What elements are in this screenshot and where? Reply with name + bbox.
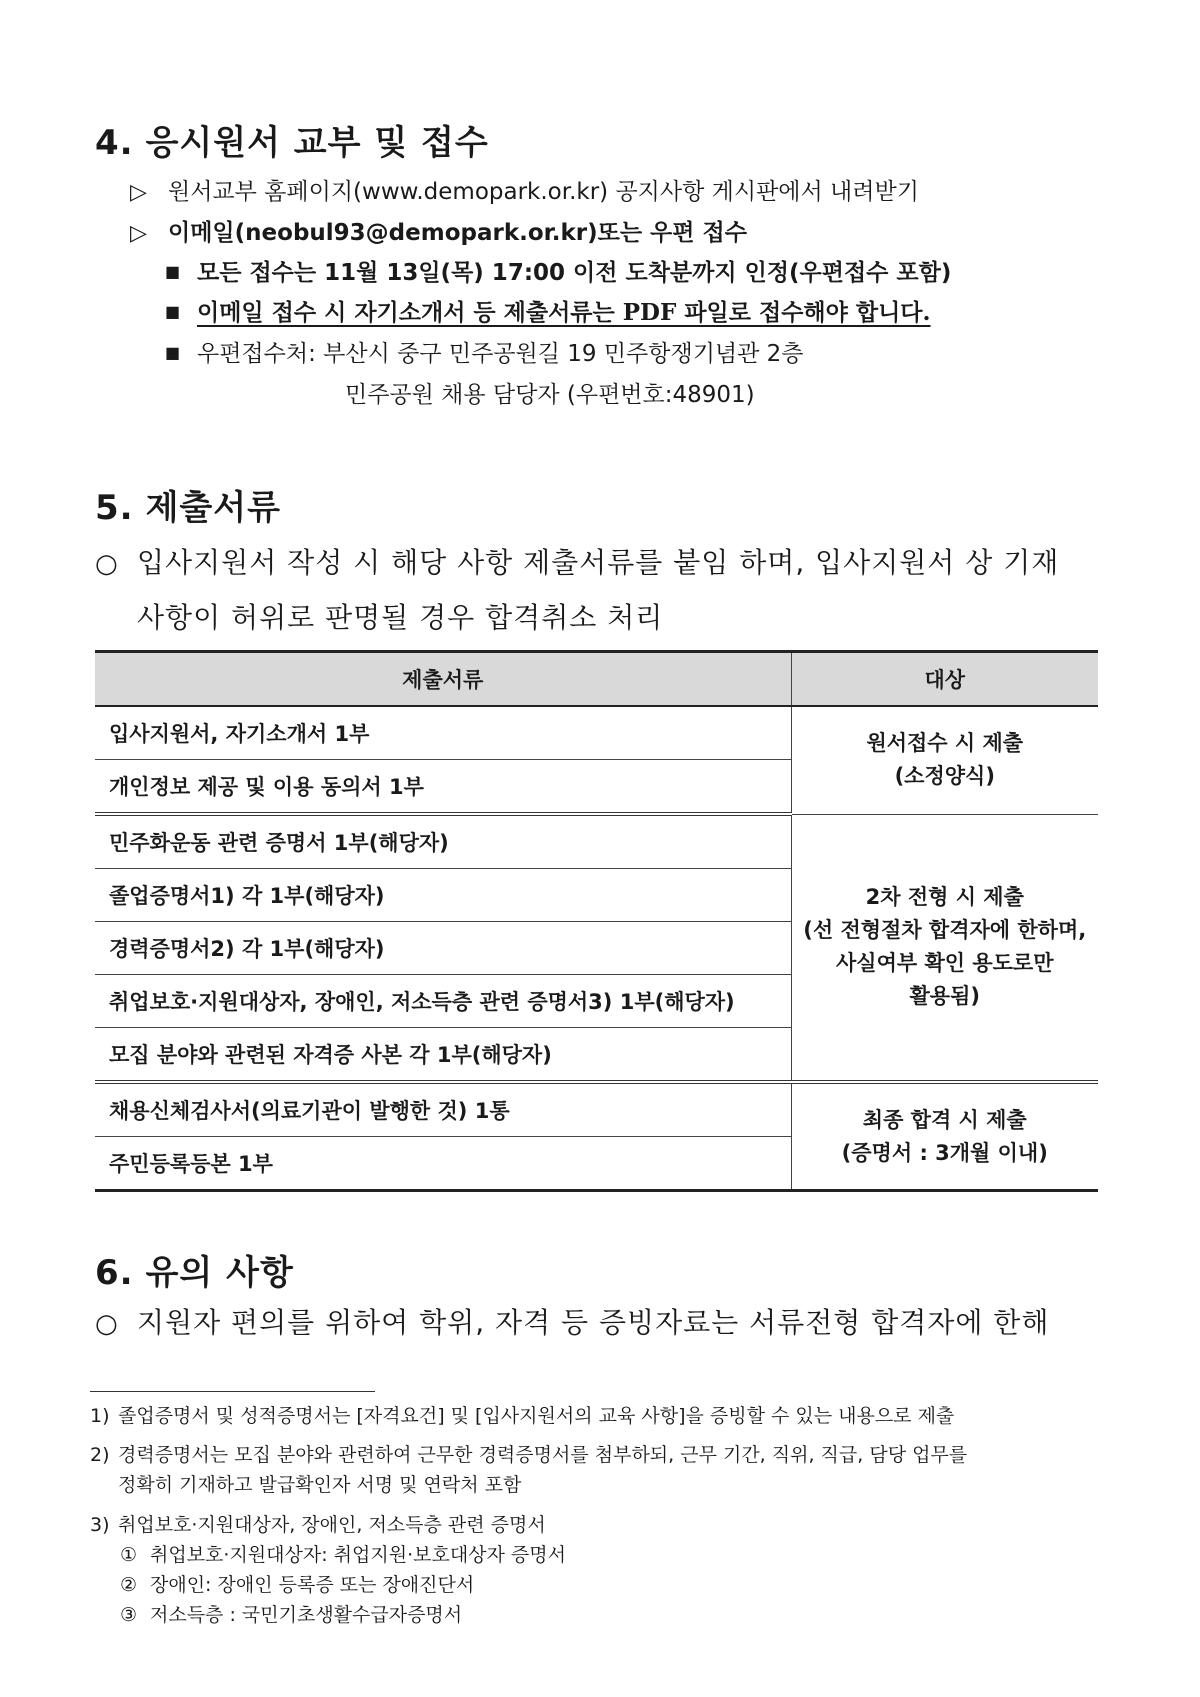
table-header-documents: 제출서류 [95,652,791,707]
document-cell: 주민등록등본 1부 [109,1152,273,1176]
target-text: 2차 전형 시 제출 (선 전형절차 합격자에 한하며, 사실여부 확인 용도로만 활용됨) [803,885,1087,1009]
footnote-2: 2) 경력증명서는 모집 분야와 관련하여 근무한 경력증명서를 첨부하되, 근무 기간, 직위, 직급, 담당 업무를 정확히 기재하고 발급확인자 서명 및 연락처 포함 [90,1444,968,1496]
triangle-bullet-icon: ▷ [130,180,147,205]
target-cell-second-round [791,814,1098,1082]
target-cell-final [791,1082,1098,1191]
square-bullet-icon: ■ [165,343,181,362]
document-cell: 개인정보 제공 및 이용 동의서 1부 [95,760,791,815]
footnote-3-item: ② 장애인: 장애인 등록증 또는 장애진단서 [120,1574,475,1596]
footnote-3: 3) 취업보호·지원대상자, 장애인, 저소득층 관련 증명서 ① 취업보호·지원대상자: 취업지원·보호대상자 증명서 ② 장애인: 장애인 등록증 또는 장애진단서 ③ 저소득층 : 국민기초생활수급자증명서 [90,1510,566,1630]
target-text: 원서접수 시 제출 (소정양식) [866,731,1024,789]
section-5-intro: ○ 입사지원서 작성 시 해당 사항 제출서류를 붙임 하며, 입사지원서 상 기재 사항이 허위로 판명될 경우 합격취소 처리 [95,536,1059,645]
square-bullet-icon: ■ [165,302,181,321]
apply-item-download: ▷ 원서교부 홈페이지(www.demopark.or.kr) 공지사항 게시판에서 내려받기 [130,179,919,205]
section-5-heading: 5. 제출서류 [95,488,281,528]
circle-bullet-icon: ○ [95,1309,119,1339]
target-cell-application [791,706,1098,814]
square-bullet-icon: ■ [165,262,181,281]
footnote-3-item: ③ 저소득층 : 국민기초생활수급자증명서 [120,1604,463,1626]
sub-item-deadline: ■ 모든 접수는 11월 13일(목) 17:00 이전 도착분까지 인정(우편접수 포함) [165,260,952,286]
section-6-text: ○ 지원자 편의를 위하여 학위, 자격 등 증빙자료는 서류전형 합격자에 한해 [95,1296,1049,1351]
sub-item-post-address: ■ 우편접수처: 부산시 중구 민주공원길 19 민주항쟁기념관 2층 [165,341,804,367]
footnote-3-item: ① 취업보호·지원대상자: 취업지원·보호대상자 증명서 [120,1544,566,1566]
document-cell: 졸업증명서1) 각 1부(해당자) [95,869,791,922]
section-6-heading: 6. 유의 사항 [95,1253,294,1293]
section-4-heading: 4. 응시원서 교부 및 접수 [95,123,489,163]
documents-table [95,650,1098,1192]
target-text: 최종 합격 시 제출 (증명서 : 3개월 이내) [841,1107,1048,1165]
apply-item-email-post: ▷ 이메일(neobul93@demopark.or.kr)또는 우편 접수 [130,220,747,246]
document-cell: 경력증명서2) 각 1부(해당자) [95,922,791,975]
document-cell: 모집 분야와 관련된 자격증 사본 각 1부(해당자) [95,1028,791,1083]
sub-item-pdf-note: ■ 이메일 접수 시 자기소개서 등 제출서류는 PDF 파일로 접수해야 합니다. [165,299,931,326]
post-recipient: 민주공원 채용 담당자 (우편번호:48901) [345,382,755,408]
document-cell: 민주화운동 관련 증명서 1부(해당자) [95,814,791,869]
triangle-bullet-icon: ▷ [130,221,147,246]
document-cell: 입사지원서, 자기소개서 1부 [95,706,791,760]
document-cell: 채용신체검사서(의료기관이 발행한 것) 1통 [95,1082,791,1137]
circle-bullet-icon: ○ [95,549,119,579]
table-row [95,706,1098,760]
table-header-target: 대상 [791,652,1098,707]
document-cell: 취업보호·지원대상자, 장애인, 저소득층 관련 증명서3) 1부(해당자) [95,975,791,1028]
table-row [95,1082,1098,1137]
table-row [95,814,1098,869]
footnote-divider [90,1391,375,1392]
footnote-1: 1) 졸업증명서 및 성적증명서는 [자격요건] 및 [입사지원서의 교육 사항]을 증빙할 수 있는 내용으로 제출 [90,1405,955,1427]
